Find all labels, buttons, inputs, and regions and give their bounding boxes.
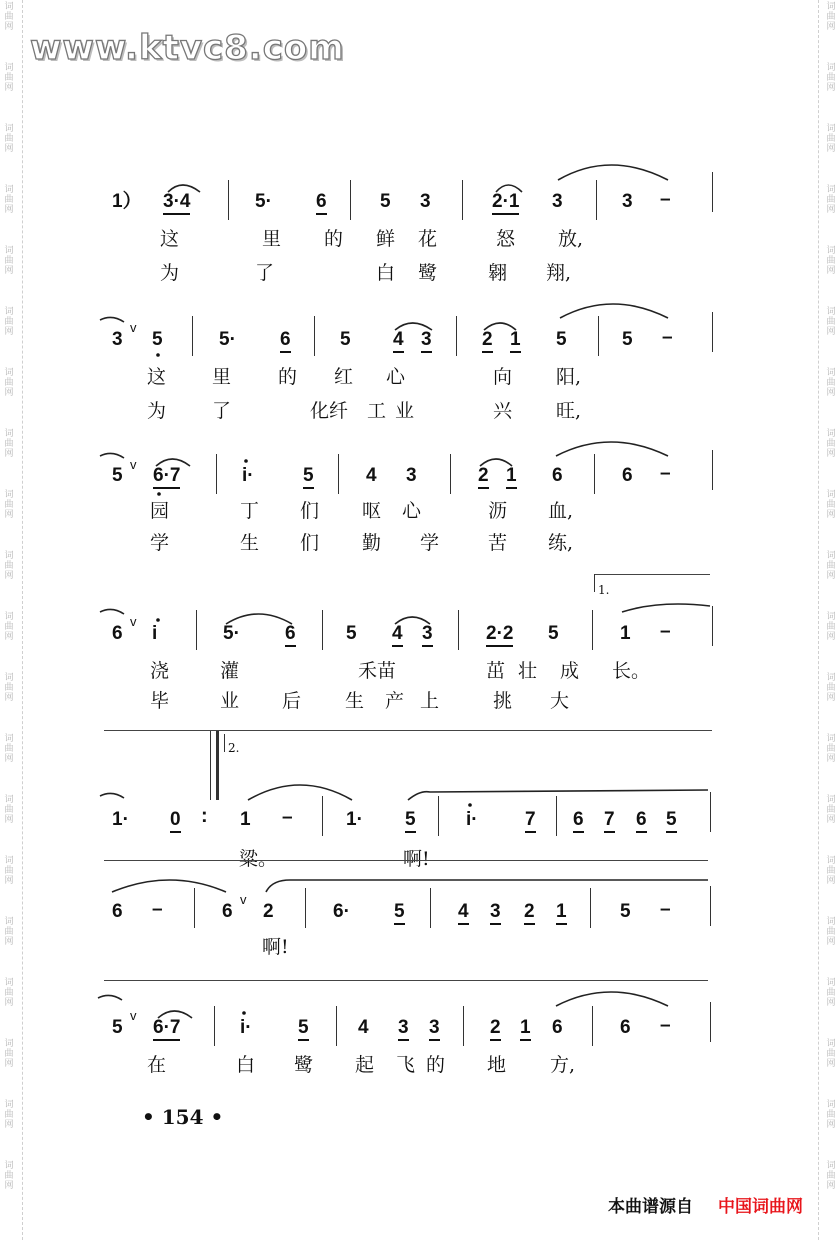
lyric: 旺, bbox=[556, 400, 582, 422]
lyric: 鲜 bbox=[376, 228, 396, 250]
breath-mark: v bbox=[130, 457, 137, 472]
side-watermark-mark: 词 曲 网 bbox=[4, 1161, 14, 1191]
footer-source-label: 本曲谱源自 bbox=[608, 1197, 693, 1217]
note: – bbox=[660, 189, 671, 210]
note: 5 bbox=[620, 901, 631, 922]
lyric: 壮 bbox=[518, 660, 538, 682]
lyric: 成 bbox=[560, 660, 580, 682]
side-watermark-mark: 词 曲 网 bbox=[826, 2, 836, 32]
lyric: 化纤 bbox=[310, 400, 349, 422]
lyric: 为 bbox=[160, 262, 180, 284]
note: 2 bbox=[263, 901, 274, 922]
side-watermark-mark: 词 曲 网 bbox=[4, 795, 14, 825]
lyric: 怒 bbox=[496, 228, 516, 250]
lyric: 里 bbox=[212, 366, 232, 388]
note: 4 bbox=[358, 1017, 369, 1038]
note: 0 bbox=[170, 810, 181, 833]
note: 5· bbox=[255, 191, 272, 212]
slur bbox=[395, 323, 432, 330]
lyric: 后 bbox=[282, 690, 302, 712]
note: 6 bbox=[636, 810, 647, 833]
side-watermark-mark: 词 曲 网 bbox=[826, 63, 836, 93]
side-watermark-mark: 词 曲 网 bbox=[826, 368, 836, 398]
side-watermark-mark: 词 曲 网 bbox=[826, 490, 836, 520]
lyric: 产 bbox=[385, 690, 405, 712]
lyric: 鹭 bbox=[418, 262, 438, 284]
note: 1 bbox=[520, 1018, 531, 1041]
note: 2 bbox=[482, 330, 493, 353]
note: 7 bbox=[525, 810, 536, 833]
lyric: 上 bbox=[420, 690, 440, 712]
note: 5 bbox=[152, 329, 163, 350]
lyric: 翔, bbox=[546, 262, 572, 284]
lyric: 们 bbox=[300, 500, 320, 522]
tie bbox=[248, 785, 352, 800]
side-watermark-mark: 词 曲 网 bbox=[826, 1039, 836, 1069]
side-watermark-mark: 词 曲 网 bbox=[826, 1161, 836, 1191]
note: 5 bbox=[380, 191, 391, 212]
note: 3 bbox=[422, 624, 433, 647]
note: 7 bbox=[604, 810, 615, 833]
note: 6·7 bbox=[153, 466, 180, 489]
lyric: 向 bbox=[493, 366, 513, 388]
lyric: 啊! bbox=[403, 848, 430, 870]
lyric: 红 bbox=[334, 366, 354, 388]
note: 3 bbox=[421, 330, 432, 353]
note: 5 bbox=[394, 902, 405, 925]
slur bbox=[496, 185, 522, 192]
side-watermark-mark: 词 曲 网 bbox=[4, 734, 14, 764]
note: 1 bbox=[240, 809, 251, 830]
note: 3 bbox=[112, 329, 123, 350]
lyric: 业 bbox=[220, 690, 240, 712]
lyric: 挑 bbox=[493, 690, 513, 712]
lyric: 勤 bbox=[362, 532, 382, 554]
breath-mark: v bbox=[240, 892, 247, 907]
note: – bbox=[282, 807, 293, 828]
lyric: 白 bbox=[376, 262, 396, 284]
side-watermark-mark: 词 曲 网 bbox=[826, 856, 836, 886]
note: 6· bbox=[333, 901, 350, 922]
lyric: 长。 bbox=[612, 660, 651, 682]
lyric: 翱 bbox=[488, 262, 508, 284]
breath-mark: v bbox=[130, 320, 137, 335]
tie bbox=[556, 992, 668, 1006]
note: 6 bbox=[222, 901, 233, 922]
lyric: 为 bbox=[147, 400, 167, 422]
note: i bbox=[152, 623, 158, 644]
lyric: 茁 bbox=[486, 660, 506, 682]
note: 5· bbox=[223, 623, 240, 644]
note: 5 bbox=[548, 623, 559, 644]
slur bbox=[168, 185, 200, 192]
side-watermark-mark: 词 曲 网 bbox=[4, 490, 14, 520]
note: 6·7 bbox=[153, 1018, 180, 1041]
lyric: 丁 bbox=[240, 500, 260, 522]
side-watermark-mark: 词 曲 网 bbox=[826, 673, 836, 703]
note: i· bbox=[240, 1017, 252, 1038]
note: 3 bbox=[420, 191, 431, 212]
lyric: 园 bbox=[150, 500, 170, 522]
lyric: 苦 bbox=[488, 532, 508, 554]
slur bbox=[395, 617, 430, 624]
note: 1· bbox=[346, 809, 363, 830]
slur bbox=[408, 790, 708, 800]
note: 2·1 bbox=[492, 192, 519, 215]
note: 5 bbox=[303, 466, 314, 489]
high-octave-dot bbox=[242, 1011, 246, 1015]
side-watermark-mark: 词 曲 网 bbox=[4, 917, 14, 947]
side-watermark-mark: 词 曲 网 bbox=[4, 2, 14, 32]
lyric: 们 bbox=[300, 532, 320, 554]
lyric: 毕 bbox=[150, 690, 170, 712]
lyric: 兴 bbox=[493, 400, 513, 422]
note: – bbox=[660, 621, 671, 642]
note: 4 bbox=[393, 330, 404, 353]
note: 2 bbox=[490, 1018, 501, 1041]
footer-site-name[interactable]: 中国词曲网 bbox=[718, 1197, 803, 1217]
side-watermark-mark: 词 曲 网 bbox=[4, 63, 14, 93]
tie bbox=[100, 317, 124, 322]
note: 2 bbox=[524, 902, 535, 925]
tie bbox=[558, 165, 668, 180]
lyric: 业 bbox=[395, 400, 415, 422]
lyric: 了 bbox=[212, 400, 232, 422]
lyric: 里 bbox=[262, 228, 282, 250]
side-watermark-mark: 词 曲 网 bbox=[826, 917, 836, 947]
side-watermark-mark: 词 曲 网 bbox=[4, 673, 14, 703]
lyric: 的 bbox=[278, 366, 298, 388]
note: – bbox=[660, 463, 671, 484]
note: 6 bbox=[573, 810, 584, 833]
site-watermark: www.ktvc8.com bbox=[30, 28, 345, 68]
note: – bbox=[660, 1015, 671, 1036]
note: 1· bbox=[112, 809, 129, 830]
note: i· bbox=[466, 809, 478, 830]
lyric: 放, bbox=[558, 228, 584, 250]
lyric: 心 bbox=[386, 366, 406, 388]
slur bbox=[266, 880, 708, 892]
breath-mark: v bbox=[130, 1008, 137, 1023]
side-watermark-mark: 词 曲 网 bbox=[4, 368, 14, 398]
note: – bbox=[660, 899, 671, 920]
side-watermark-mark: 词 曲 网 bbox=[826, 246, 836, 276]
tie bbox=[560, 304, 668, 318]
side-watermark-mark: 词 曲 网 bbox=[826, 185, 836, 215]
side-watermark-mark: 词 曲 网 bbox=[826, 795, 836, 825]
lyric: 的 bbox=[324, 228, 344, 250]
note: 1 bbox=[510, 330, 521, 353]
tie bbox=[100, 793, 124, 798]
tie bbox=[100, 609, 124, 614]
note: 5 bbox=[405, 810, 416, 833]
page-number: • 154 • bbox=[142, 1105, 224, 1129]
side-watermark-mark: 词 曲 网 bbox=[4, 307, 14, 337]
slur bbox=[156, 459, 190, 466]
note: i· bbox=[242, 465, 254, 486]
lyric: 生 bbox=[240, 532, 260, 554]
note: 3 bbox=[552, 191, 563, 212]
lyric: 在 bbox=[147, 1054, 167, 1076]
side-watermark-mark: 词 曲 网 bbox=[4, 246, 14, 276]
note: 6 bbox=[285, 624, 296, 647]
side-watermark-mark: 词 曲 网 bbox=[4, 978, 14, 1008]
lyric: 浇 bbox=[150, 660, 170, 682]
high-octave-dot bbox=[468, 803, 472, 807]
note: 1） bbox=[112, 191, 142, 212]
lyric: 飞 bbox=[396, 1054, 416, 1076]
note: 5 bbox=[622, 329, 633, 350]
side-watermark-mark: 词 曲 网 bbox=[4, 1039, 14, 1069]
lyric: 方, bbox=[550, 1054, 576, 1076]
note: 3·4 bbox=[163, 192, 190, 215]
side-watermark-mark: 词 曲 网 bbox=[826, 429, 836, 459]
slur bbox=[158, 1011, 192, 1018]
side-watermark-mark: 词 曲 网 bbox=[826, 612, 836, 642]
slur bbox=[484, 323, 516, 330]
lyric: 花 bbox=[418, 228, 438, 250]
lyric: 的 bbox=[426, 1054, 446, 1076]
tie bbox=[112, 880, 226, 892]
note: 5 bbox=[298, 1018, 309, 1041]
note: 5 bbox=[112, 465, 123, 486]
slur bbox=[480, 459, 512, 466]
lyric: 白 bbox=[236, 1054, 256, 1076]
tie bbox=[100, 453, 124, 458]
note: 3 bbox=[406, 465, 417, 486]
lyric: 这 bbox=[160, 228, 180, 250]
note: 5 bbox=[340, 329, 351, 350]
note: 2 bbox=[478, 466, 489, 489]
note: 6 bbox=[552, 1017, 563, 1038]
lyric: 啊! bbox=[262, 936, 289, 958]
lyric: 学 bbox=[420, 532, 440, 554]
lyric: 鹭 bbox=[294, 1054, 314, 1076]
lyric: 呕 bbox=[362, 500, 382, 522]
note: 1 bbox=[620, 623, 631, 644]
note: 4 bbox=[366, 465, 377, 486]
side-watermark-mark: 词 曲 网 bbox=[4, 612, 14, 642]
tie bbox=[556, 442, 668, 456]
note: – bbox=[152, 899, 163, 920]
note: 3 bbox=[398, 1018, 409, 1041]
note: 6 bbox=[552, 465, 563, 486]
side-watermark-mark: 词 曲 网 bbox=[826, 551, 836, 581]
note: 5 bbox=[346, 623, 357, 644]
note: 6 bbox=[112, 623, 123, 644]
lyric: 阳, bbox=[556, 366, 582, 388]
lyric: 了 bbox=[255, 262, 275, 284]
note: 6 bbox=[112, 901, 123, 922]
note: 3 bbox=[429, 1018, 440, 1041]
lyric: 生 bbox=[345, 690, 365, 712]
note: 4 bbox=[458, 902, 469, 925]
note: 6 bbox=[622, 465, 633, 486]
side-watermark-mark: 词 曲 网 bbox=[826, 307, 836, 337]
side-watermark-mark: 词 曲 网 bbox=[826, 978, 836, 1008]
lyric: 大 bbox=[550, 690, 570, 712]
side-watermark-mark: 词 曲 网 bbox=[4, 185, 14, 215]
volta-first-label: 1. bbox=[598, 583, 610, 597]
side-watermark-mark: 词 曲 网 bbox=[4, 551, 14, 581]
high-octave-dot bbox=[156, 618, 160, 622]
slur bbox=[226, 614, 292, 624]
note: 6 bbox=[280, 330, 291, 353]
side-watermark-mark: 词 曲 网 bbox=[4, 856, 14, 886]
side-watermark-mark: 词 曲 网 bbox=[826, 1100, 836, 1130]
side-watermark-mark: 词 曲 网 bbox=[4, 1100, 14, 1130]
note: 3 bbox=[490, 902, 501, 925]
note: 1 bbox=[556, 902, 567, 925]
lyric: 心 bbox=[402, 500, 422, 522]
note: – bbox=[662, 327, 673, 348]
side-watermark-mark: 词 曲 网 bbox=[4, 124, 14, 154]
lyric: 学 bbox=[150, 532, 170, 554]
note: 6 bbox=[620, 1017, 631, 1038]
side-watermark-mark: 词 曲 网 bbox=[826, 734, 836, 764]
low-octave-dot bbox=[156, 353, 160, 357]
side-watermark-mark: 词 曲 网 bbox=[4, 429, 14, 459]
lyric: 禾苗 bbox=[358, 660, 397, 682]
note: 5 bbox=[112, 1017, 123, 1038]
lyric: 练, bbox=[548, 532, 574, 554]
lyric: 这 bbox=[147, 366, 167, 388]
side-watermark-mark: 词 曲 网 bbox=[826, 124, 836, 154]
tie bbox=[622, 604, 710, 612]
tie bbox=[98, 995, 122, 1000]
lyric: 粱。 bbox=[239, 848, 278, 870]
lyric: 地 bbox=[487, 1054, 507, 1076]
lyric: 血, bbox=[548, 500, 574, 522]
note: 2·2 bbox=[486, 624, 513, 647]
lyric: 起 bbox=[355, 1054, 375, 1076]
note: 1 bbox=[506, 466, 517, 489]
note: 3 bbox=[622, 191, 633, 212]
repeat-sign: : bbox=[201, 805, 208, 827]
note: 5 bbox=[666, 810, 677, 833]
note: 5 bbox=[556, 329, 567, 350]
lyric: 沥 bbox=[488, 500, 508, 522]
note: 4 bbox=[392, 624, 403, 647]
note: 6 bbox=[316, 192, 327, 215]
note: 5· bbox=[219, 329, 236, 350]
lyric: 灌 bbox=[220, 660, 240, 682]
low-octave-dot bbox=[157, 492, 161, 496]
high-octave-dot bbox=[244, 459, 248, 463]
breath-mark: v bbox=[130, 614, 137, 629]
lyric: 工 bbox=[367, 400, 387, 422]
volta-second-label: 2. bbox=[228, 741, 240, 755]
